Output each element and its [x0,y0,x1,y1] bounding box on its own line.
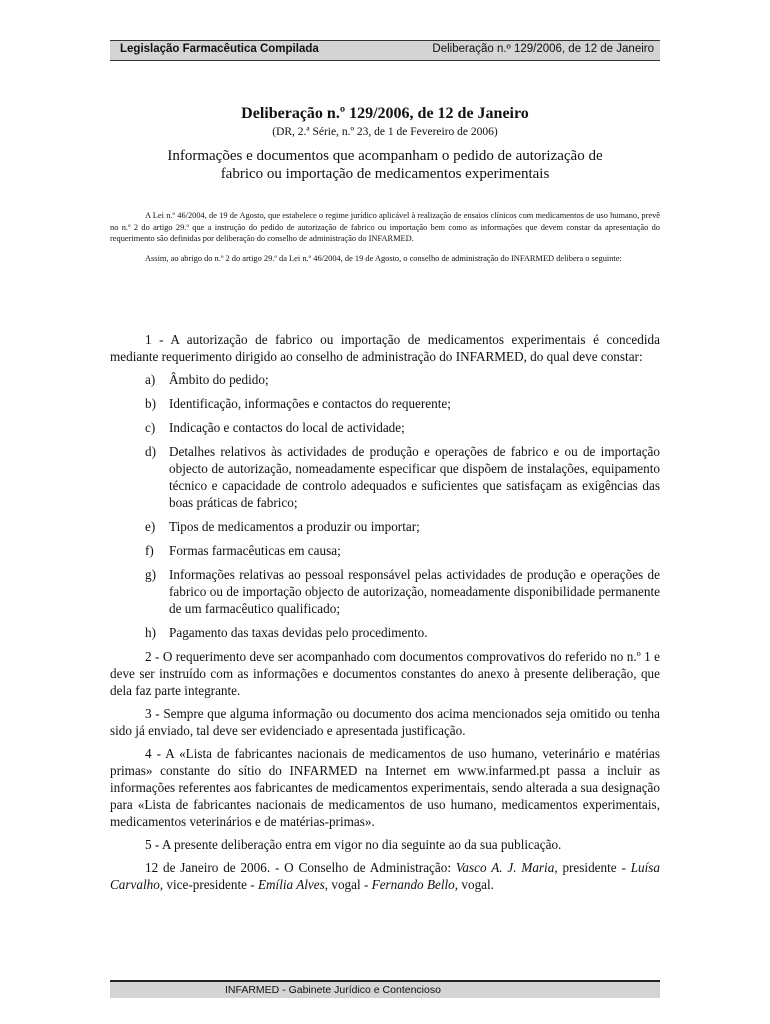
list-item-text: Tipos de medicamentos a produzir ou importar; [169,519,420,534]
footer-text: INFARMED - Gabinete Jurídico e Contencioso [225,984,441,996]
list-item-text: Formas farmacêuticas em causa; [169,543,341,558]
preamble [110,210,660,272]
list-item [110,542,660,559]
list-marker: g) [145,567,156,582]
list-marker: a) [145,372,156,387]
article-3: 3 - Sempre que alguma informação ou documento dos acima mencionados seja omitido ou tenha sido já enviado, tal deve ser evidenciado e apresentada justificação. [110,706,660,738]
title-block [110,104,660,183]
requirements-list [110,371,660,641]
page-footer [110,980,660,998]
list-marker: b) [145,396,156,411]
document-source: (DR, 2.ª Série, n.º 23, de 1 de Fevereiro de 2006) [272,126,498,138]
list-marker: f) [145,543,154,558]
list-marker: e) [145,519,156,534]
preamble-paragraph-1: A Lei n.º 46/2004, de 19 de Agosto, que estabelece o regime jurídico aplicável à realização de ensaios clínicos com medicamentos de uso humano, prevê no n.º 2 do artigo 29.º que a instrução do pedido de autorização de fabrico ou importação bem como as informações que devem constar da apresentação do requerimento são definidas por deliberação do conselho de administração do INFARMED. [110,211,660,243]
list-item [110,624,660,641]
signatory-role: , presidente - [554,860,631,875]
header-document-reference: Deliberação n.º 129/2006, de 12 de Janeiro [432,43,654,55]
list-item-text: Identificação, informações e contactos do requerente; [169,396,451,411]
subtitle-line-2: fabrico ou importação de medicamentos experimentais [220,166,550,182]
list-item [110,566,660,617]
list-marker: d) [145,444,156,459]
signature-block [110,859,660,893]
document-title: Deliberação n.º 129/2006, de 12 de Janeiro [241,105,529,122]
signatory-name: Vasco A. J. Maria [455,860,555,875]
signatory-role: , vogal. [454,877,494,892]
list-item-text: Âmbito do pedido; [169,372,269,387]
document-subtitle [110,147,660,183]
list-marker: c) [145,420,156,435]
subtitle-line-1: Informações e documentos que acompanham o pedido de autorização de [167,148,603,164]
list-item-text: Detalhes relativos às actividades de produção e operações de fabrico e ou de importação objecto de autorização, nomeadamente especificar que dispõem de instalações, equipamento técnico e capacidade de controlo adequados e suficientes que satisfaçam as exigências das boas práticas de fabrico; [169,444,660,510]
list-item [110,518,660,535]
preamble-paragraph-2: Assim, ao abrigo do n.º 2 do artigo 29.º da Lei n.º 46/2004, de 19 de Agosto, o conselho de administração do INFARMED delibera o seguinte: [145,253,622,263]
article-2: 2 - O requerimento deve ser acompanhado com documentos comprovativos do referido no n.º 1 e deve ser instruído com as informações e documentos constantes do anexo à presente deliberação, que dela faz parte integrante. [110,649,660,698]
list-item [110,395,660,412]
article-4: 4 - A «Lista de fabricantes nacionais de medicamentos de uso humano, veterinário e matérias primas» constante do sítio do INFARMED na Internet em www.infarmed.pt passa a incluir as informações referentes aos fabricantes de medicamentos experimentais, sendo alterada a sua designação para «Lista de fabricantes nacionais de medicamentos de uso humano, medicamentos experimentais, medicamentos veterinários e de matérias-primas». [110,746,660,829]
deliberation-body [110,331,660,899]
signatory-role: , vogal - [324,877,372,892]
signatory-role: , vice-presidente - [159,877,258,892]
signatory-name: Fernando Bello [371,877,455,892]
list-item-text: Indicação e contactos do local de actividade; [169,420,405,435]
article-1: 1 - A autorização de fabrico ou importação de medicamentos experimentais é concedida mediante requerimento dirigido ao conselho de administração do INFARMED, do qual deve constar: [110,332,660,364]
list-item [110,443,660,511]
list-item-text: Informações relativas ao pessoal responsável pelas actividades de produção e operações de fabrico ou de importação objecto de autorização, nomeadamente disponibilidade permanente de um farmacêutico qualificado; [169,567,660,616]
list-item-text: Pagamento das taxas devidas pelo procedimento. [169,625,428,640]
page-header [110,40,660,61]
article-5: 5 - A presente deliberação entra em vigor no dia seguinte ao da sua publicação. [145,837,562,852]
list-marker: h) [145,625,156,640]
list-item [110,371,660,388]
signatory-name: Emília Alves [257,877,325,892]
signatory-name: Luísa Carvalho [110,860,661,892]
list-item [110,419,660,436]
header-publication-title: Legislação Farmacêutica Compilada [120,43,319,55]
signature-intro: 12 de Janeiro de 2006. - O Conselho de Administração: [145,860,456,875]
